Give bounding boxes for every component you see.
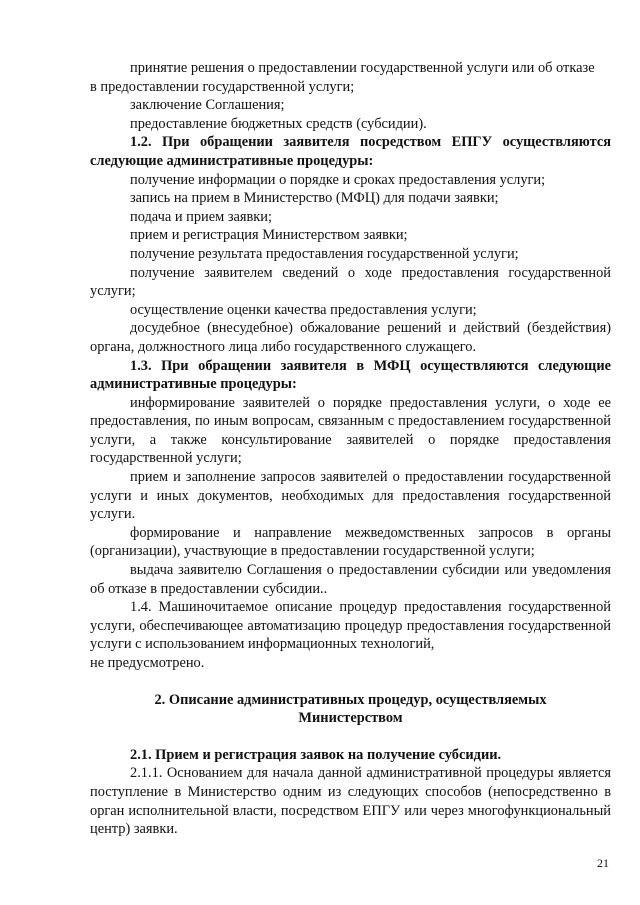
paragraph: в предоставлении государственной услуги; xyxy=(90,78,355,95)
paragraph: не предусмотрено. xyxy=(90,655,205,671)
paragraph: получение результата предоставления государственной услуги; xyxy=(130,245,519,262)
paragraph: 2.1.1. Основанием для начала данной административной процедуры является поступление в Министерство одним из следующих способов (непосредственно в орган исполнительной власти, посредством ЕПГУ или через многофункциональный центр) заявки. xyxy=(90,765,611,838)
paragraph: осуществление оценки качества предоставления услуги; xyxy=(130,301,477,318)
section-heading: 1.2. При обращении заявителя посредством ЕПГУ осуществляются следующие административные процедуры: xyxy=(90,134,611,169)
paragraph: принятие решения о предоставлении государственной услуги или об отказе xyxy=(130,60,595,76)
paragraph: выдача заявителю Соглашения о предоставлении субсидии или уведомления об отказе в предоставлении субсидии.. xyxy=(90,562,611,597)
paragraph: формирование и направление межведомственных запросов в органы (организации), участвующие в предоставлении государственной услуги; xyxy=(90,524,611,560)
paragraph: подача и прием заявки; xyxy=(130,208,273,225)
subsection-heading: 2.1. Прием и регистрация заявок на получение субсидии. xyxy=(130,746,502,763)
paragraph: 1.4. Машиночитаемое описание процедур предоставления государственной услуги, обеспечивающее автоматизацию процедур предоставления государственной услуги с использованием информационных технологий, xyxy=(90,599,611,653)
section-heading: 1.3. При обращении заявителя в МФЦ осуществляются следующие административные процедуры: xyxy=(90,357,611,393)
paragraph: предоставление бюджетных средств (субсидии). xyxy=(130,115,427,132)
paragraph: получение информации о порядке и сроках предоставления услуги; xyxy=(130,171,546,188)
paragraph: прием и регистрация Министерством заявки; xyxy=(130,227,408,244)
chapter-title: Министерством xyxy=(298,710,403,727)
paragraph: досудебное (внесудебное) обжалование решений и действий (бездействия) органа, должностного лица либо государственного служащего. xyxy=(90,320,611,355)
paragraph: информирование заявителей о порядке предоставления услуги, о ходе ее предоставления, по иным вопросам, связанным с предоставлением государственной услуги, а также консультирование заявителей о порядке предоставления государственной услуги; xyxy=(90,394,611,467)
page-number: 21 xyxy=(597,856,609,870)
paragraph: получение заявителем сведений о ходе предоставления государственной услуги; xyxy=(90,264,611,300)
paragraph: прием и заполнение запросов заявителей о предоставлении государственной услуги и иных документов, необходимых для предоставления государственной услуги. xyxy=(90,469,611,523)
paragraph: заключение Соглашения; xyxy=(130,97,285,114)
document-body xyxy=(90,59,611,839)
paragraph: запись на прием в Министерство (МФЦ) для подачи заявки; xyxy=(130,190,499,207)
chapter-title: 2. Описание административных процедур, осуществляемых xyxy=(154,691,547,708)
